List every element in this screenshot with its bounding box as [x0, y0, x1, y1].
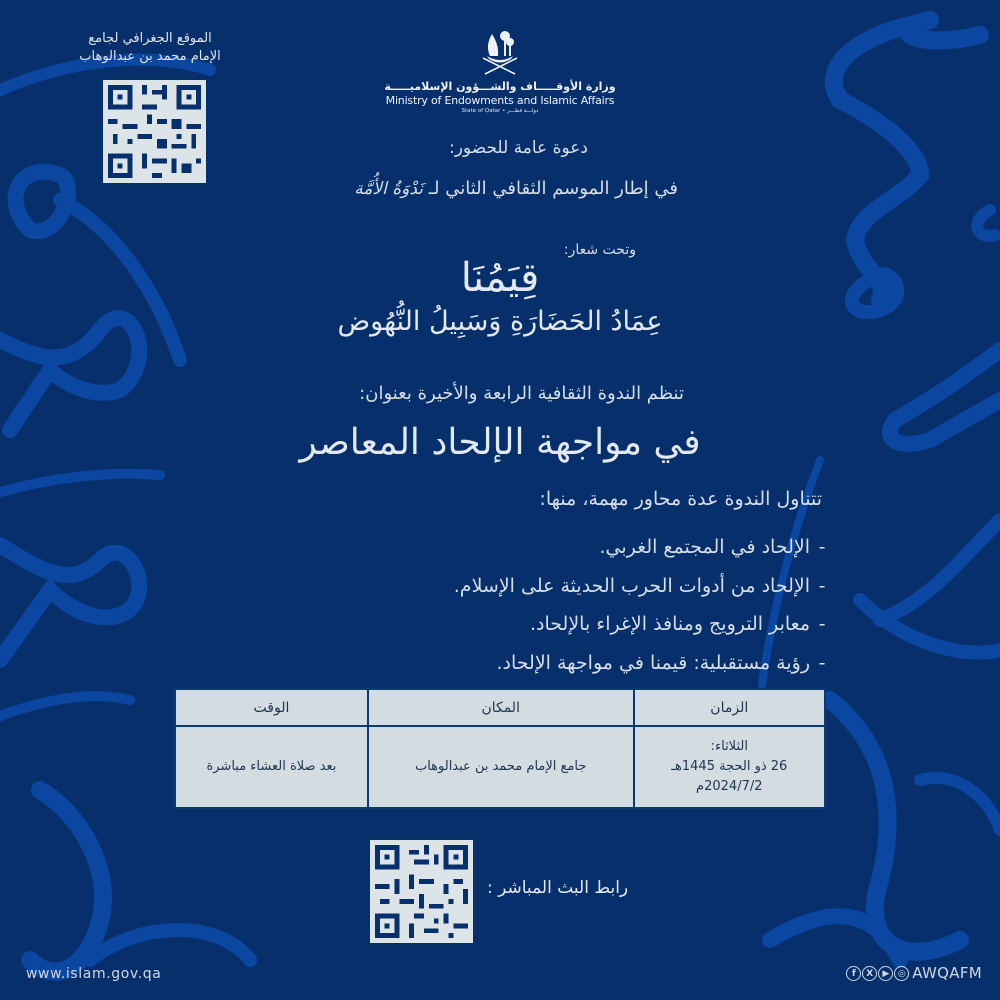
social-links: [846, 964, 982, 982]
geo-label-line1: الموقع الجغرافي لجامع: [88, 31, 212, 46]
instagram-icon[interactable]: ◎: [894, 966, 909, 981]
live-stream-label: رابط البث المباشر :: [487, 878, 629, 898]
x-icon[interactable]: X: [862, 966, 877, 981]
website-link[interactable]: www.islam.gov.qa: [26, 966, 162, 982]
social-handle: AWQAFM: [912, 964, 982, 982]
geo-label-line2: الإمام محمد بن عبدالوهاب: [79, 49, 221, 64]
topic-text: الإلحاد في المجتمع الغربي.: [599, 536, 810, 559]
season-text: في إطار الموسم الثقافي الثاني لـ: [423, 178, 678, 199]
list-item: [454, 605, 834, 644]
slogan-subtitle: عِمَادُ الحَضَارَةِ وَسَبِيلُ النُّهُوض: [337, 306, 663, 337]
slogan-intro: وتحت شعار:: [563, 242, 636, 258]
ministry-arabic-name: وزارة الأوقـــــاف والشـــؤون الإسلاميـــــة: [384, 80, 616, 93]
qatar-emblem-icon: [475, 28, 525, 76]
list-item: [454, 528, 834, 567]
youtube-icon[interactable]: ▶: [878, 966, 893, 981]
when-gregorian: 2024/7/2م: [696, 779, 763, 794]
bullet-dash: -: [818, 613, 826, 636]
list-item: [454, 644, 834, 683]
state-label: State of Qatar • دولـــة قطـــر: [461, 108, 539, 114]
cell-time: بعد صلاة العشاء مباشرة: [175, 726, 368, 808]
topic-text: رؤية مستقبلية: قيمنا في مواجهة الإلحاد.: [496, 651, 810, 674]
bullet-dash: -: [818, 574, 826, 597]
header-time: الوقت: [175, 689, 368, 726]
when-day: الثلاثاء:: [710, 739, 748, 754]
cell-when: [634, 726, 825, 808]
season-line: [354, 178, 678, 199]
qr-code-icon: [370, 840, 473, 943]
bullet-dash: -: [818, 536, 826, 559]
when-hijri: 26 ذو الحجة 1445هـ: [671, 759, 788, 774]
topics-list: [454, 528, 834, 682]
list-item: [454, 567, 834, 606]
season-name: نَدْوَةُ الأُمَّة: [354, 179, 424, 199]
schedule-table: [174, 688, 826, 809]
geo-location-label: [64, 30, 236, 66]
ministry-logo: [380, 28, 620, 114]
geo-location-qr[interactable]: [103, 80, 206, 183]
live-stream-qr[interactable]: [370, 840, 473, 943]
bullet-dash: -: [818, 651, 826, 674]
organize-text: تنظم الندوة الثقافية الرابعة والأخيرة بعنوان:: [359, 383, 684, 404]
qr-code-icon: [103, 80, 206, 183]
ministry-english-name: Ministry of Endowments and Islamic Affairs: [385, 94, 615, 107]
topic-text: الإلحاد من أدوات الحرب الحديثة على الإسلام.: [453, 574, 810, 597]
table-header-row: [175, 689, 825, 726]
topic-text: معابر الترويج ومنافذ الإغراء بالإلحاد.: [529, 613, 810, 636]
cell-place: جامع الإمام محمد بن عبدالوهاب: [368, 726, 634, 808]
seminar-title: في مواجهة الإلحاد المعاصر: [299, 422, 701, 463]
invitation-heading: دعوة عامة للحضور:: [449, 138, 588, 158]
table-row: [175, 726, 825, 808]
topics-intro: تتناول الندوة عدة محاور مهمة، منها:: [539, 488, 822, 510]
slogan-main: قِيَمُنَا: [460, 255, 540, 301]
header-place: المكان: [368, 689, 634, 726]
facebook-icon[interactable]: f: [846, 966, 861, 981]
header-when: الزمان: [634, 689, 825, 726]
